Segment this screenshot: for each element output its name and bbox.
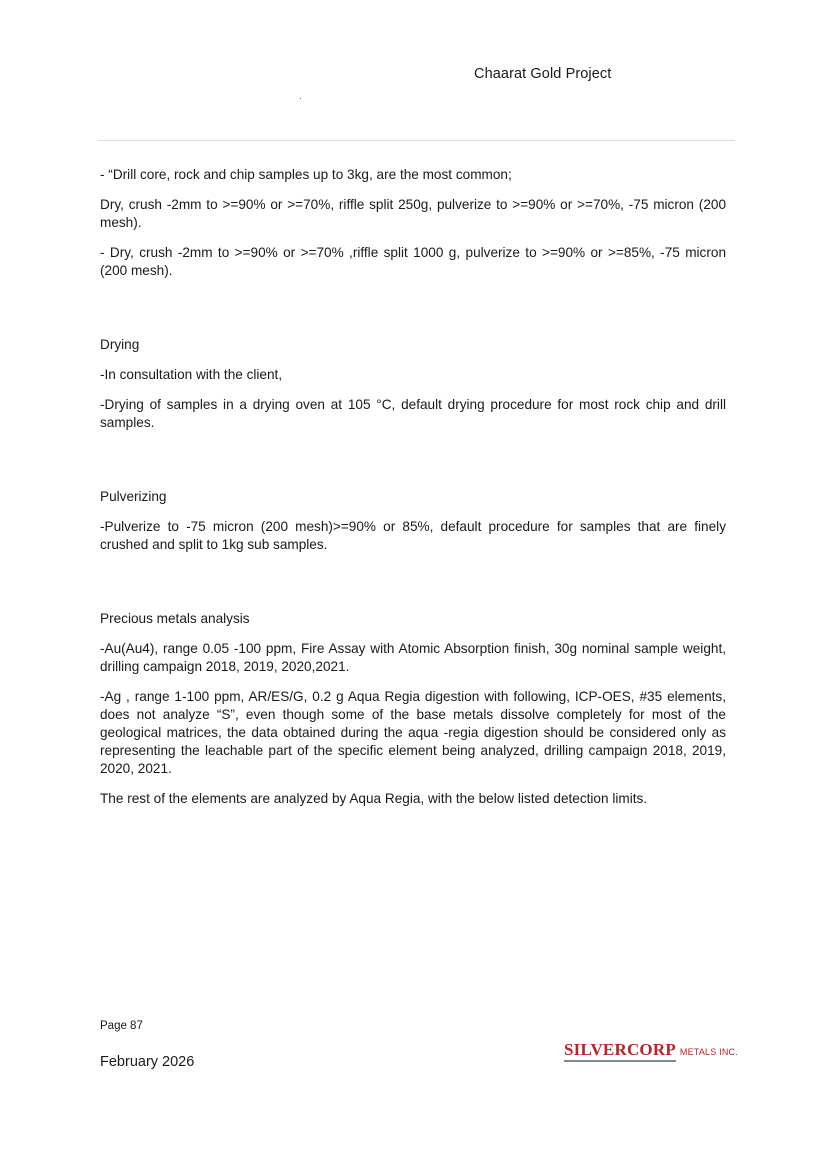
paragraph-au-analysis: -Au(Au4), range 0.05 -100 ppm, Fire Assay with Atomic Absorption finish, 30g nominal sample weight, drilling campaign 2018, 2019, 2020,2021. (100, 641, 726, 674)
header-dot (300, 98, 301, 99)
paragraph-aqua-regia: The rest of the elements are analyzed by Aqua Regia, with the below listed detection limits. (100, 791, 648, 806)
paragraph-prep-1000g: - Dry, crush -2mm to >=90% or >=70% ,riffle split 1000 g, pulverize to >=90% or >=85%, -75 micron (200 mesh). (100, 245, 726, 278)
logo-main-text: SILVERCORP (564, 1040, 676, 1059)
silvercorp-logo (564, 1040, 738, 1060)
paragraph-prep-250g: Dry, crush -2mm to >=90% or >=70%, riffle split 250g, pulverize to >=90% or >=70%, -75 micron (200 mesh). (100, 197, 726, 230)
header-title: Chaarat Gold Project (474, 66, 612, 82)
section-gap (100, 444, 726, 488)
header-divider (98, 140, 735, 141)
heading-drying: Drying (100, 337, 140, 352)
paragraph-ag-analysis: -Ag , range 1-100 ppm, AR/ES/G, 0.2 g Aqua Regia digestion with following, ICP-OES, #35 elements, does not analyze “S”, even though some of the base metals dissolve completely for most of the geological matrices, the data obtained during the aqua -regia digestion should be considered only as representing the leachable part of the specific element being analyzed, drilling campaign 2018, 2019, 2020, 2021. (100, 689, 726, 776)
page-number: Page 87 (100, 1020, 143, 1032)
heading-precious-metals: Precious metals analysis (100, 611, 250, 626)
heading-pulverizing: Pulverizing (100, 489, 167, 504)
section-gap (100, 292, 726, 336)
document-body (100, 166, 726, 820)
section-gap (100, 566, 726, 610)
paragraph-drying-oven: -Drying of samples in a drying oven at 105 °C, default drying procedure for most rock chip and drill samples. (100, 397, 726, 430)
footer-date: February 2026 (100, 1054, 195, 1070)
paragraph-sample-types: - “Drill core, rock and chip samples up to 3kg, are the most common; (100, 167, 512, 182)
logo-sub-text: METALS INC. (679, 1047, 738, 1057)
paragraph-drying-consultation: -In consultation with the client, (100, 367, 283, 382)
paragraph-pulverize: -Pulverize to -75 micron (200 mesh)>=90% or 85%, default procedure for samples that are finely crushed and split to 1kg sub samples. (100, 519, 726, 552)
